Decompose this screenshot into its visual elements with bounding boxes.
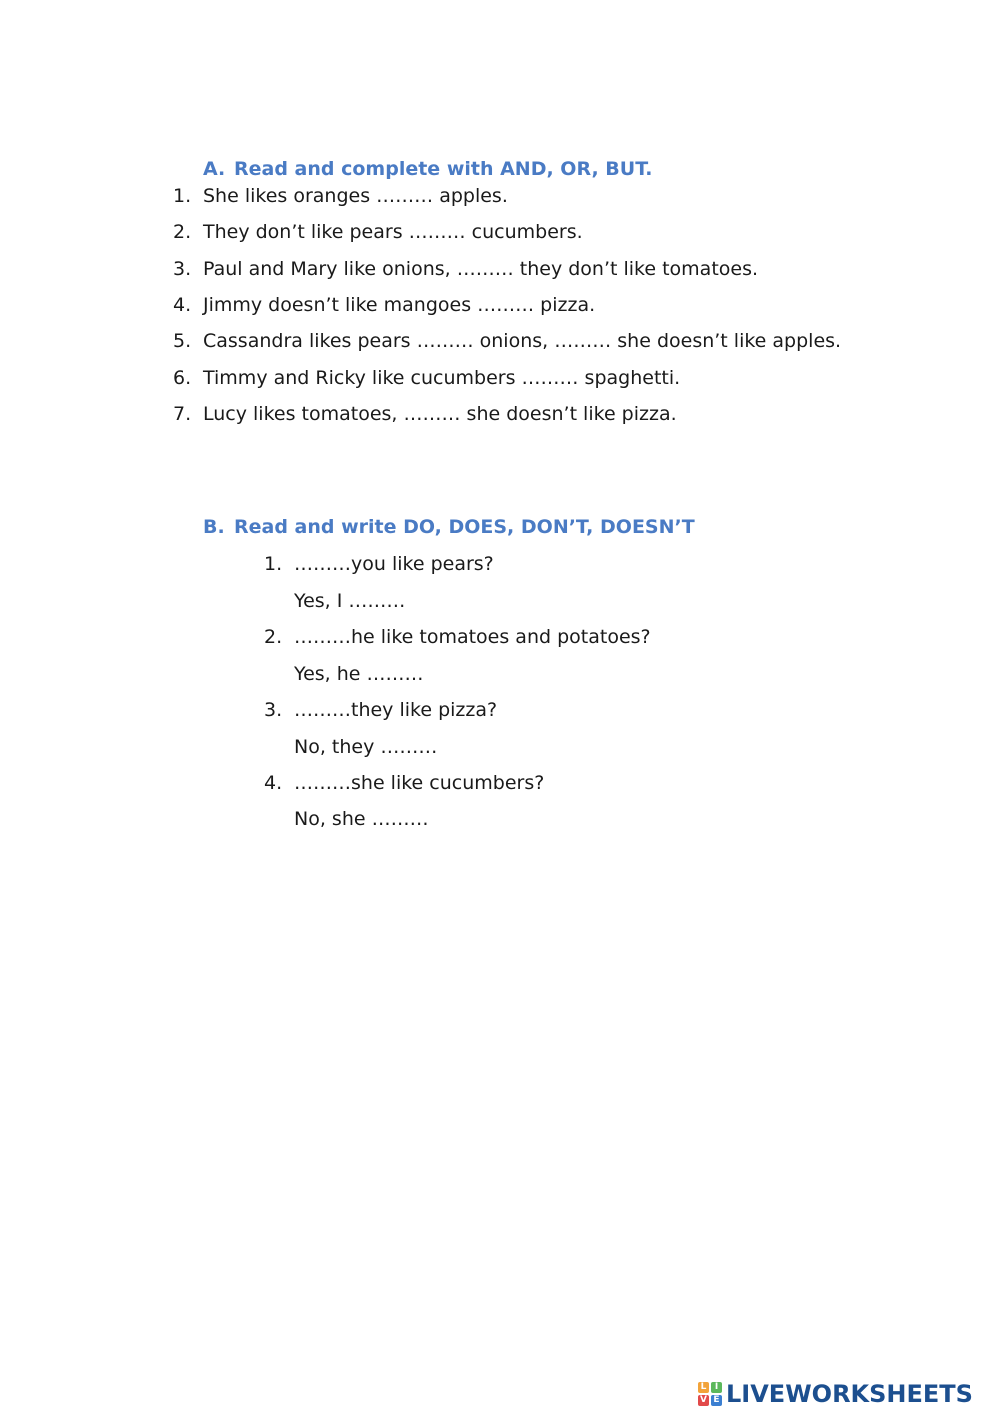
- list-item: [173, 366, 680, 390]
- item-number: 5.: [173, 330, 192, 352]
- item-text: Paul and Mary like onions, ……… they don’t like tomatoes.: [203, 258, 759, 280]
- item-text: Jimmy doesn’t like mangoes ……… pizza.: [203, 294, 596, 316]
- item-number: 1.: [173, 185, 192, 207]
- question-item: [264, 625, 651, 649]
- item-text: They don’t like pears ……… cucumbers.: [203, 221, 583, 243]
- item-text: Cassandra likes pears ……… onions, ……… she doesn’t like apples.: [203, 330, 842, 352]
- question-text: ………she like cucumbers?: [294, 772, 545, 794]
- logo-mark-icon: [698, 1382, 722, 1406]
- question-text: ………they like pizza?: [294, 699, 498, 721]
- item-number: 4.: [264, 772, 283, 794]
- section-a-heading: [203, 158, 652, 180]
- list-item: [173, 184, 508, 208]
- question-item: [264, 698, 497, 722]
- answer-line: No, she ………: [294, 808, 429, 830]
- answer-line: Yes, I ………: [294, 590, 406, 612]
- logo-mark-tile: L: [698, 1382, 709, 1393]
- logo-text: LIVEWORKSHEETS: [726, 1380, 973, 1408]
- item-number: 2.: [264, 626, 283, 648]
- item-number: 3.: [264, 699, 283, 721]
- section-a-letter: A.: [203, 158, 226, 180]
- logo-mark-tile: I: [711, 1382, 722, 1393]
- list-item: [173, 293, 595, 317]
- item-number: 2.: [173, 221, 192, 243]
- list-item: [173, 402, 677, 426]
- item-number: 4.: [173, 294, 192, 316]
- item-text: Lucy likes tomatoes, ……… she doesn’t like pizza.: [203, 403, 677, 425]
- liveworksheets-logo: [698, 1380, 973, 1408]
- logo-mark-tile: E: [711, 1395, 722, 1406]
- section-b-heading: [203, 516, 695, 538]
- question-text: ………he like tomatoes and potatoes?: [294, 626, 651, 648]
- list-item: [173, 220, 583, 244]
- question-item: [264, 552, 494, 576]
- list-item: [173, 329, 841, 353]
- item-number: 7.: [173, 403, 192, 425]
- logo-mark-tile: V: [698, 1395, 709, 1406]
- section-b-letter: B.: [203, 516, 225, 538]
- section-a-title: Read and complete with AND, OR, BUT.: [234, 158, 653, 180]
- section-b-title: Read and write DO, DOES, DON’T, DOESN’T: [234, 516, 695, 538]
- item-number: 1.: [264, 553, 283, 575]
- answer-line: Yes, he ………: [294, 663, 424, 685]
- item-text: Timmy and Ricky like cucumbers ……… spaghetti.: [203, 367, 681, 389]
- list-item: [173, 257, 758, 281]
- item-number: 6.: [173, 367, 192, 389]
- answer-line: No, they ………: [294, 736, 438, 758]
- question-text: ………you like pears?: [294, 553, 494, 575]
- item-text: She likes oranges ……… apples.: [203, 185, 508, 207]
- item-number: 3.: [173, 258, 192, 280]
- question-item: [264, 771, 544, 795]
